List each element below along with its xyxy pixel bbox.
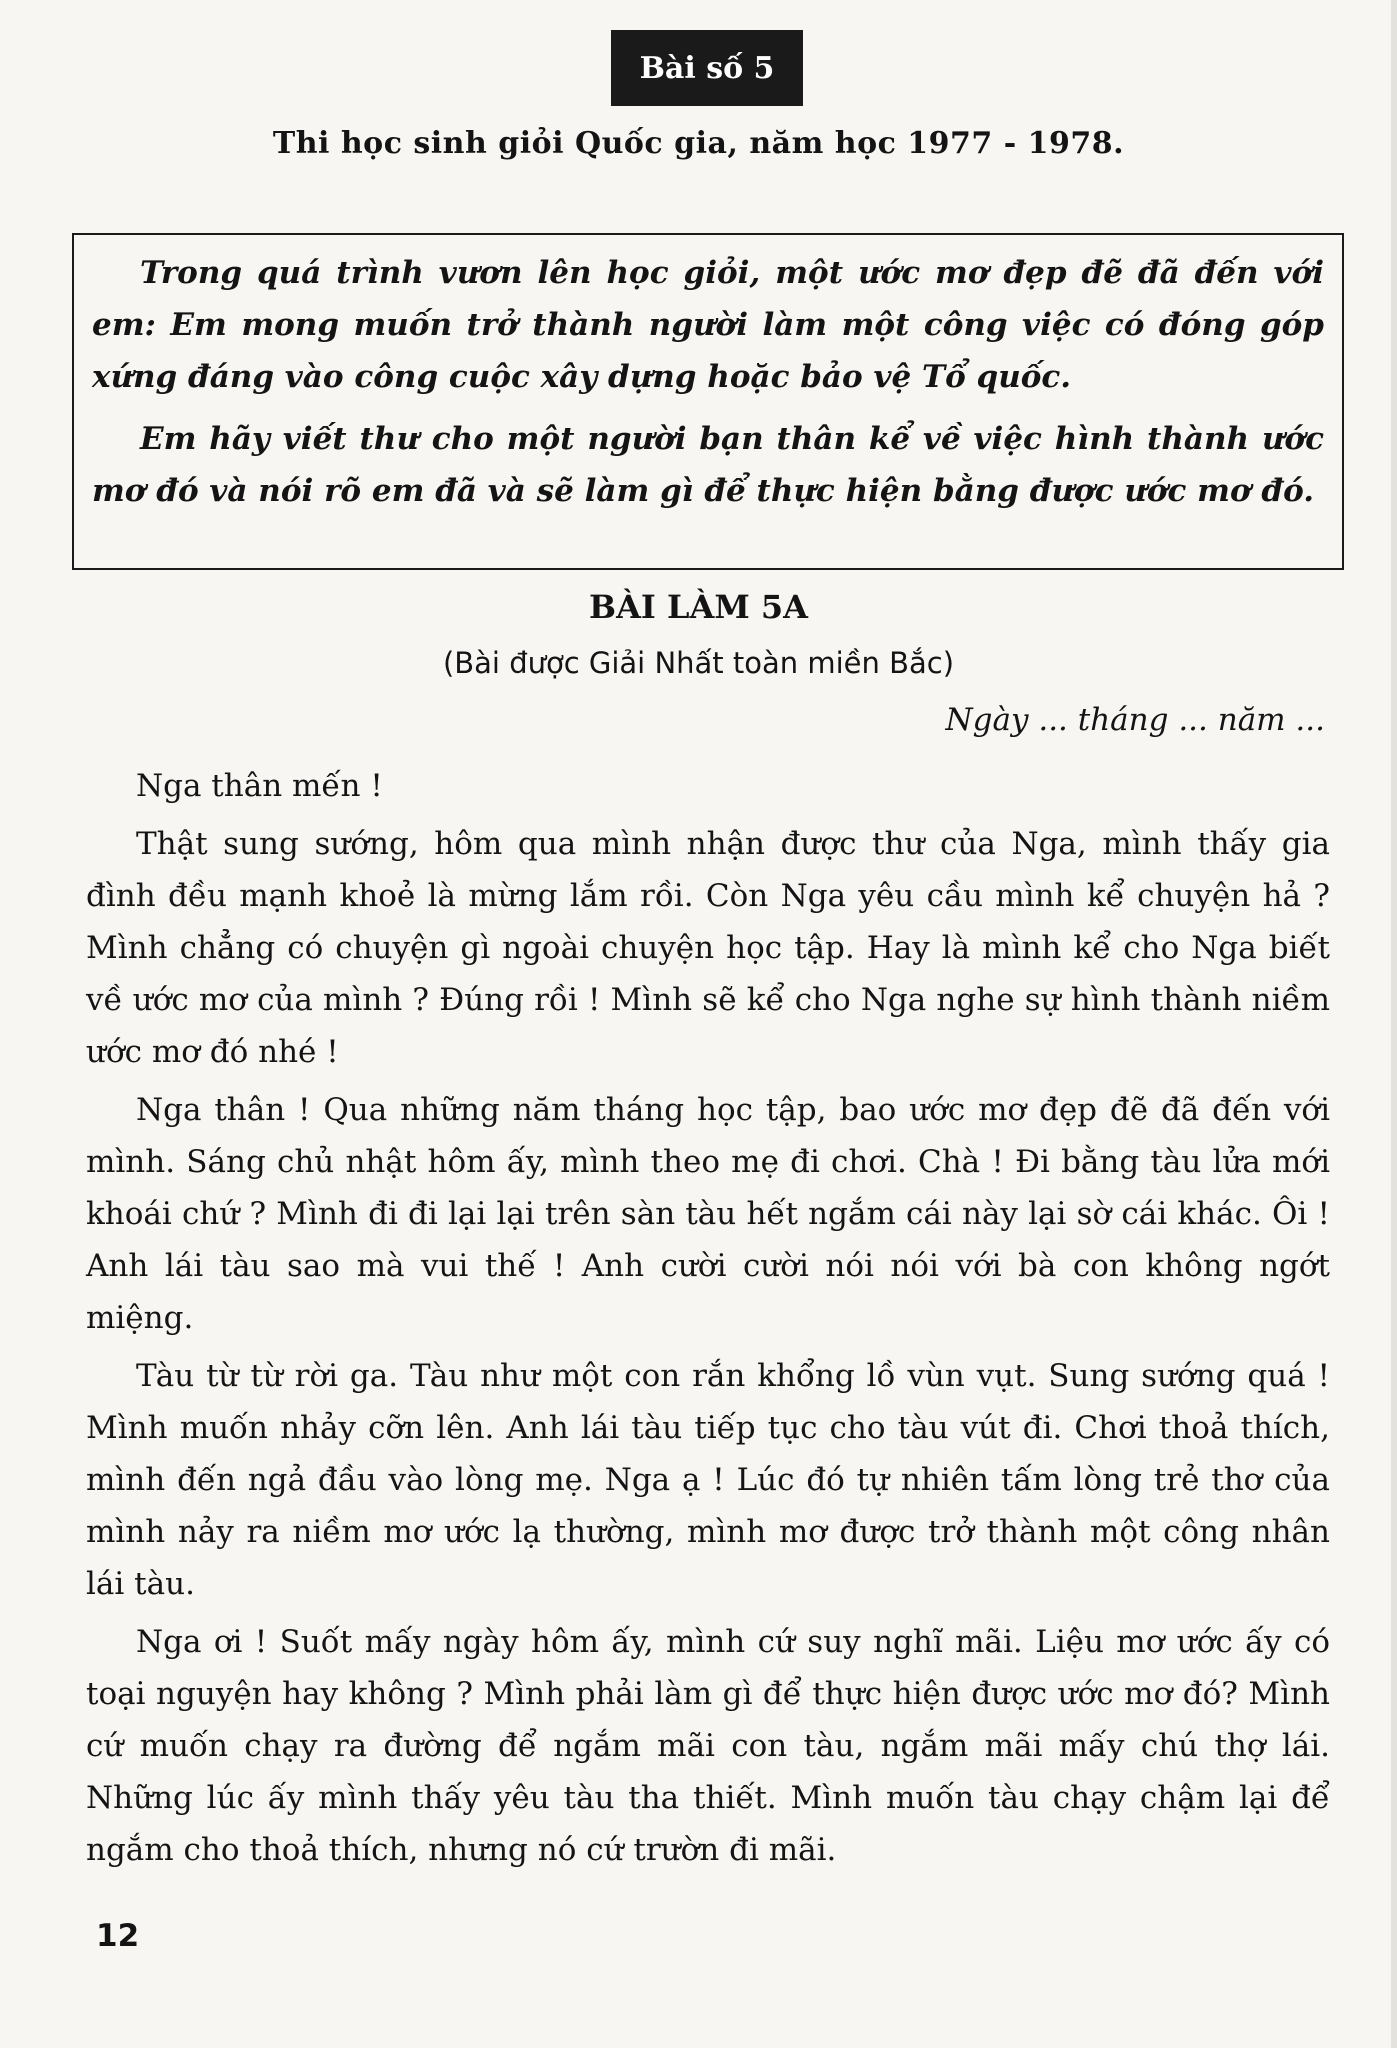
essay-paragraph: Nga thân ! Qua những năm tháng học tập, bao ước mơ đẹp đẽ đã đến với mình. Sáng chủ nhật hôm ấy, mình theo mẹ đi chơi. Chà ! Đi bằng tàu lửa mới khoái chứ ? Mình đi đi lại lại trên sàn tàu hết ngắm cái này lại sờ cái khác. Ôi ! Anh lái tàu sao mà vui thế ! Anh cười cười nói nói với bà con không ngớt miệng.	[86, 1092, 1330, 1336]
prompt-paragraph-2: Em hãy viết thư cho một người bạn thân kể về việc hình thành ước mơ đó và nói rõ em đã và sẽ làm gì để thực hiện bằng được ước mơ đó.	[92, 421, 1324, 509]
lesson-badge	[611, 30, 803, 106]
greeting: Nga thân mến !	[136, 768, 383, 804]
essay-paragraph: Tàu từ từ rời ga. Tàu như một con rắn khổng lồ vùn vụt. Sung sướng quá ! Mình muốn nhảy cỡn lên. Anh lái tàu tiếp tục cho tàu vút đi. Chơi thoả thích, mình đến ngả đầu vào lòng mẹ. Nga ạ ! Lúc đó tự nhiên tấm lòng trẻ thơ của mình nảy ra niềm mơ ước lạ thường, mình mơ được trở thành một công nhân lái tàu.	[86, 1358, 1330, 1602]
page-number: 12	[96, 1918, 140, 1954]
prompt-paragraph-1: Trong quá trình vươn lên học giỏi, một ước mơ đẹp đẽ đã đến với em: Em mong muốn trở thành người làm một công việc có đóng góp xứng đáng vào công cuộc xây dựng hoặc bảo vệ Tổ quốc.	[92, 255, 1324, 395]
date-line: Ngày ... tháng ... năm ...	[945, 702, 1325, 738]
essay-title: BÀI LÀM 5A	[589, 588, 808, 626]
page-edge	[1391, 0, 1397, 2048]
prompt-box	[72, 233, 1344, 570]
essay-paragraph: Thật sung sướng, hôm qua mình nhận được thư của Nga, mình thấy gia đình đều mạnh khoẻ là mừng lắm rồi. Còn Nga yêu cầu mình kể chuyện hả ? Mình chẳng có chuyện gì ngoài chuyện học tập. Hay là mình kể cho Nga biết về ước mơ của mình ? Đúng rồi ! Mình sẽ kể cho Nga nghe sự hình thành niềm ước mơ đó nhé !	[86, 826, 1330, 1070]
exam-line: Thi học sinh giỏi Quốc gia, năm học 1977 - 1978.	[272, 126, 1125, 161]
essay-paragraph: Nga ơi ! Suốt mấy ngày hôm ấy, mình cứ suy nghĩ mãi. Liệu mơ ước ấy có toại nguyện hay không ? Mình phải làm gì để thực hiện được ước mơ đó? Mình cứ muốn chạy ra đường để ngắm mãi con tàu, ngắm mãi mấy chú thợ lái. Những lúc ấy mình thấy yêu tàu tha thiết. Mình muốn tàu chạy chậm lại để ngắm cho thoả thích, nhưng nó cứ trườn đi mãi.	[86, 1624, 1330, 1868]
essay-body	[86, 760, 1330, 1876]
essay-note: (Bài được Giải Nhất toàn miền Bắc)	[442, 646, 955, 680]
lesson-label: Bài số 5	[639, 50, 775, 86]
